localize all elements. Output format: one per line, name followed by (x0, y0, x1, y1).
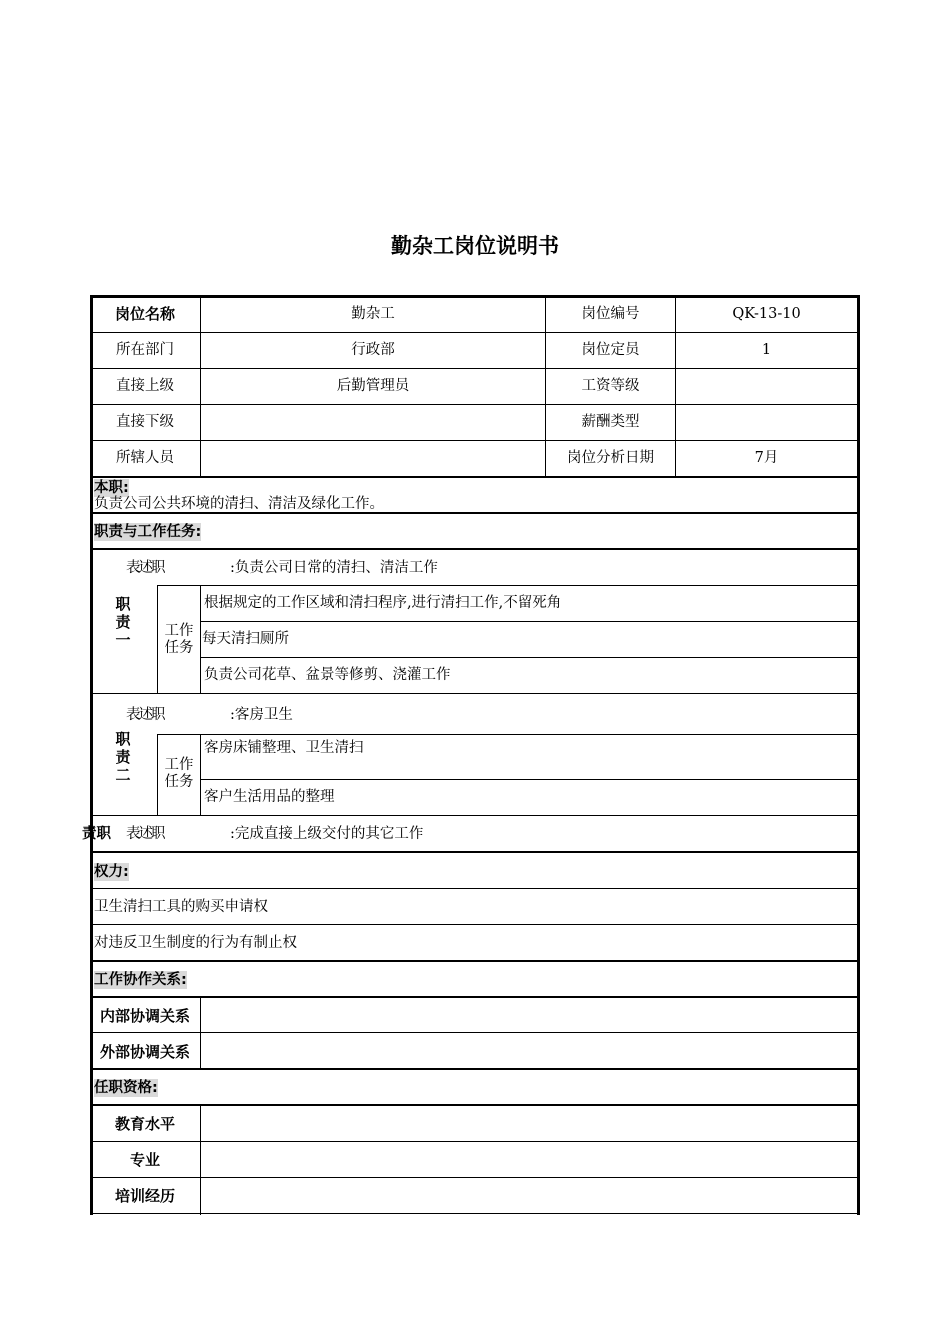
divider (90, 440, 860, 441)
divider (200, 657, 860, 658)
duty1-task: 根据规定的工作区域和清扫程序,进行清扫工作,不留死角 (204, 595, 562, 611)
core-duty-label: 本职: (94, 480, 129, 496)
divider (200, 779, 860, 780)
divider (90, 368, 860, 369)
duty1-statement: :负责公司日常的清扫、清洁工作 (230, 560, 438, 576)
divider-thick (90, 960, 860, 962)
duty1-label-char: 一 (115, 631, 131, 649)
duty2-label-char: 二 (115, 766, 131, 784)
analysis-date-value: 7月 (754, 450, 779, 466)
duty2-statement-label: 表述职 (126, 707, 164, 723)
tasks-label-line: 任务 (164, 774, 194, 790)
education-label: 教育水平 (114, 1115, 175, 1133)
divider-thick (90, 1068, 860, 1070)
position-code-label: 岗位编号 (581, 306, 640, 322)
department-value: 行政部 (351, 342, 395, 358)
divider (90, 1141, 860, 1142)
superior-label: 直接上级 (116, 378, 174, 394)
managed-label: 所辖人员 (116, 450, 174, 466)
divider (90, 1213, 860, 1214)
duty2-task: 客户生活用品的整理 (204, 789, 335, 805)
divider (90, 693, 860, 694)
divider-thick (90, 512, 860, 514)
duty1-task: 每天清扫厕所 (202, 631, 289, 647)
duty2-statement: :客房卫生 (230, 707, 293, 723)
qualifications-label: 任职资格: (94, 1080, 158, 1096)
divider-thick (90, 996, 860, 998)
divider (90, 815, 860, 816)
divider-thick (90, 548, 860, 550)
divider (90, 1177, 860, 1178)
pay-type-label: 薪酬类型 (581, 414, 640, 430)
duty3-label: 责职 (82, 826, 111, 842)
divider (90, 404, 860, 405)
subordinate-label: 直接下级 (116, 414, 174, 430)
divider (90, 332, 860, 333)
external-relations-label: 外部协调关系 (99, 1043, 190, 1061)
divider-thick (90, 476, 860, 478)
duty3-statement: :完成直接上级交付的其它工作 (230, 826, 424, 842)
duty2-label (114, 730, 132, 784)
divider (90, 888, 860, 889)
authority-label: 权力: (94, 864, 129, 880)
divider (200, 734, 201, 815)
table-border-right (857, 295, 860, 1215)
department-label: 所在部门 (116, 342, 174, 358)
document-title: 勤杂工岗位说明书 (391, 234, 559, 258)
duty2-label-char: 责 (115, 748, 131, 766)
tasks-label-line: 任务 (164, 640, 194, 656)
duty2-label-char: 职 (115, 730, 131, 748)
salary-grade-label: 工资等级 (581, 378, 640, 394)
divider (200, 585, 201, 694)
training-label: 培训经历 (114, 1187, 175, 1205)
duty2-task: 客房床铺整理、卫生清扫 (204, 740, 364, 756)
divider (200, 997, 201, 1069)
responsibilities-label: 职责与工作任务: (94, 524, 202, 540)
relations-label: 工作协作关系: (94, 972, 187, 988)
divider (200, 1105, 201, 1215)
internal-relations-label: 内部协调关系 (99, 1007, 190, 1025)
divider (157, 734, 860, 735)
duty1-label-char: 职 (115, 595, 131, 613)
tasks-label-line: 工作 (164, 757, 194, 773)
position-name-value: 勤杂工 (351, 306, 395, 322)
major-label: 专业 (129, 1151, 160, 1169)
authority-item: 对违反卫生制度的行为有制止权 (94, 935, 297, 951)
divider (200, 621, 860, 622)
headcount-value: 1 (761, 342, 772, 358)
duty1-label-char: 责 (115, 613, 131, 631)
table-border-top (90, 295, 860, 298)
position-code-value: QK-13-10 (732, 306, 801, 322)
headcount-label: 岗位定员 (581, 342, 640, 358)
divider (90, 1032, 860, 1033)
position-name-label: 岗位名称 (114, 305, 175, 323)
duty1-task: 负责公司花草、盆景等修剪、浇灌工作 (204, 667, 451, 683)
divider-thick (90, 1104, 860, 1106)
authority-item: 卫生清扫工具的购买申请权 (94, 899, 268, 915)
table-border-left (90, 295, 93, 1215)
duty3-statement-label: 表述职 (126, 826, 164, 842)
superior-value: 后勤管理员 (336, 378, 410, 394)
analysis-date-label: 岗位分析日期 (567, 450, 654, 466)
divider (157, 585, 860, 586)
duty1-label (114, 595, 132, 649)
job-description-table (82, 295, 860, 1215)
tasks-label-line: 工作 (164, 623, 194, 639)
duty2-tasks-label (158, 757, 200, 791)
duty1-tasks-label (158, 623, 200, 657)
divider (90, 924, 860, 925)
duty1-statement-label: 表述职 (126, 560, 164, 576)
divider-thick (90, 851, 860, 853)
core-duty-text: 负责公司公共环境的清扫、清洁及绿化工作。 (94, 496, 384, 512)
